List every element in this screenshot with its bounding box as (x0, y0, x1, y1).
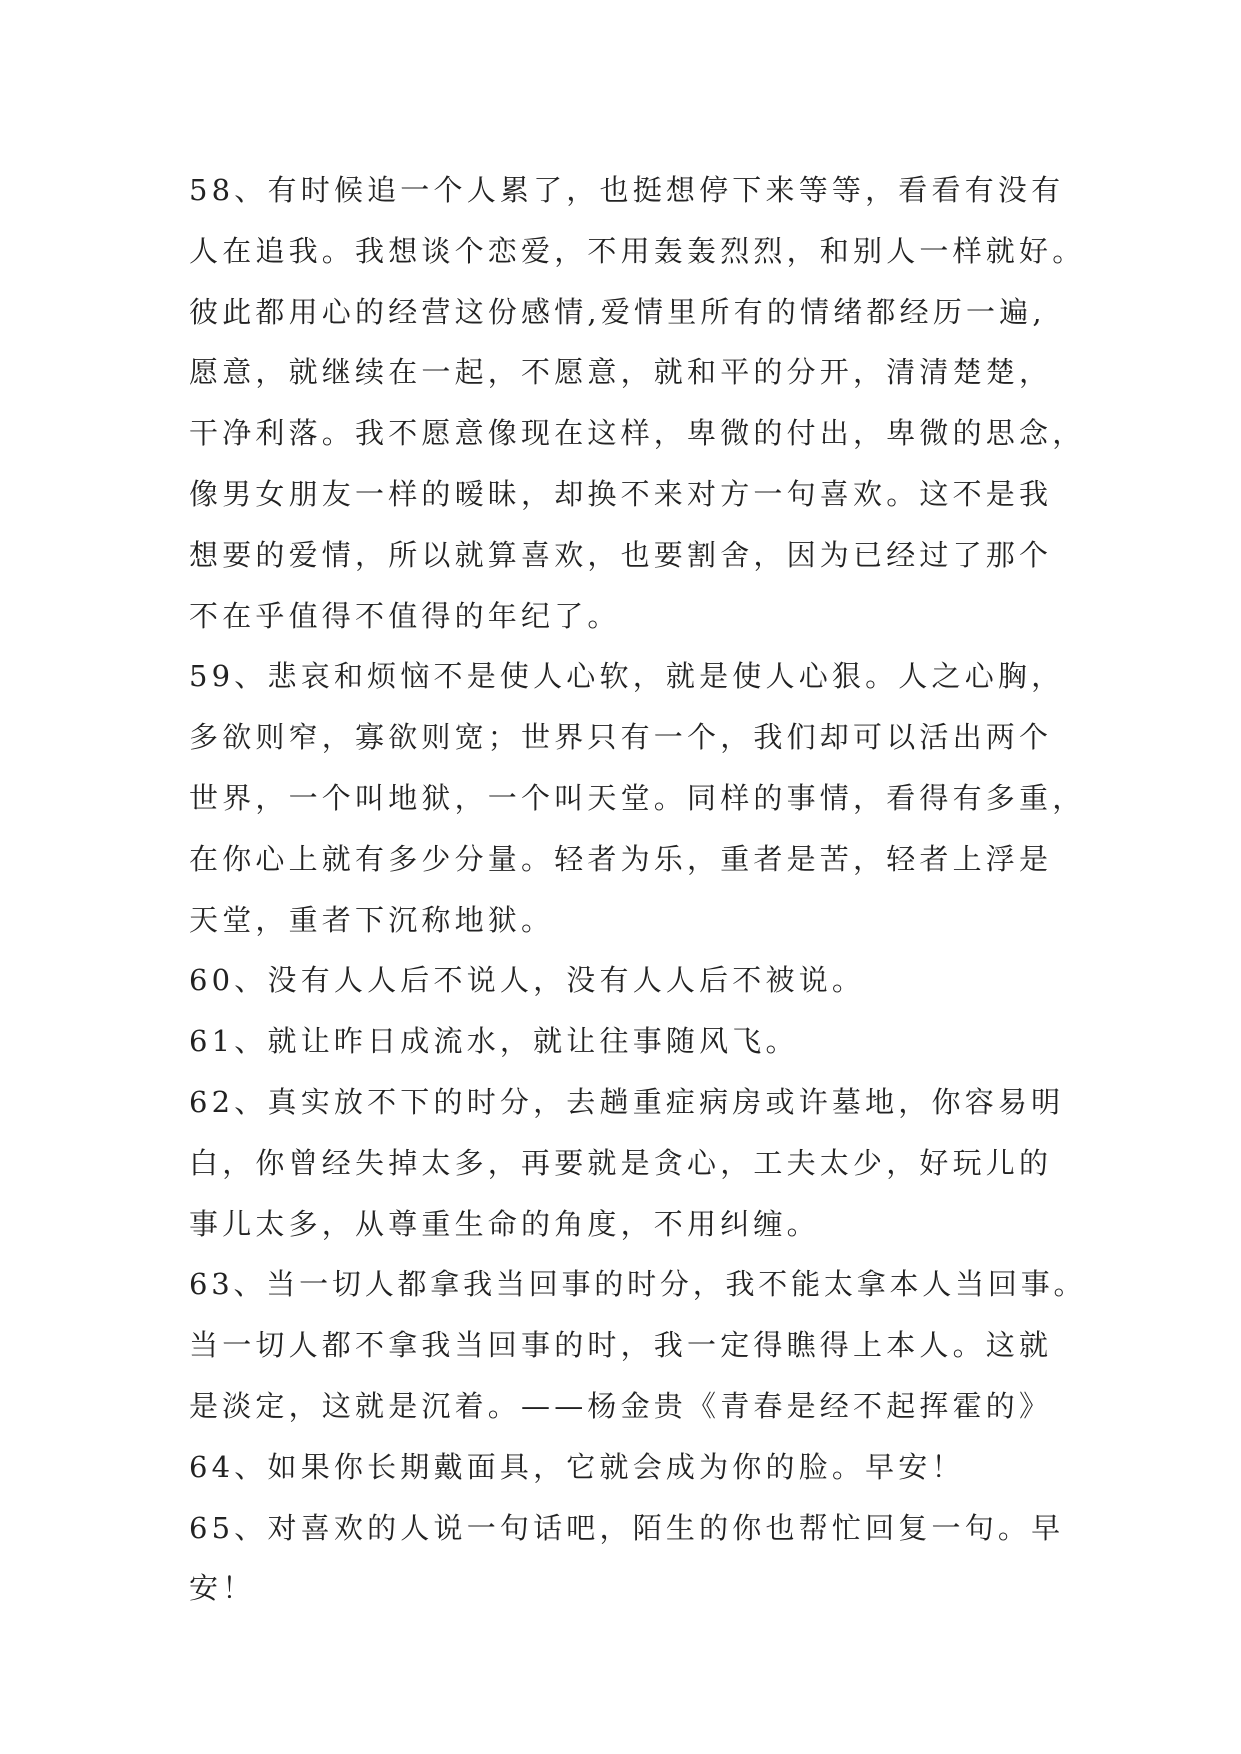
text-line-58-8: 不在乎值得不值得的年纪了。 (189, 598, 621, 633)
text-line-59-3: 世界，一个叫地狱，一个叫天堂。同样的事情，看得有多重， (189, 780, 1086, 815)
text-line-58-1: 58、有时候追一个人累了，也挺想停下来等等，看看有没有 (189, 173, 1065, 207)
text-line-58-6: 像男女朋友一样的暧昧，却换不来对方一句喜欢。这不是我 (189, 476, 1053, 511)
text-line-62-2: 白，你曾经失掉太多，再要就是贪心，工夫太少，好玩儿的 (189, 1145, 1053, 1180)
text-line-63-2: 当一切人都不拿我当回事的时，我一定得瞧得上本人。这就 (189, 1328, 1053, 1363)
text-line-61: 61、就让昨日成流水，就让往事随风飞。 (189, 1024, 799, 1059)
text-line-63-1: 63、当一切人都拿我当回事的时分，我不能太拿本人当回事。 (189, 1267, 1087, 1302)
text-line-65-1: 65、对喜欢的人说一句话吧，陌生的你也帮忙回复一句。早 (189, 1510, 1065, 1545)
text-line-58-4: 愿意，就继续在一起，不愿意，就和平的分开，清清楚楚， (189, 355, 1053, 390)
text-line-64: 64、如果你长期戴面具，它就会成为你的脸。早安！ (189, 1449, 965, 1484)
text-line-58-3: 彼此都用心的经营这份感情,爱情里所有的情绪都经历一遍, (189, 294, 1046, 329)
text-line-58-2: 人在追我。我想谈个恋爱，不用轰轰烈烈，和别人一样就好。 (189, 233, 1086, 268)
text-line-59-5: 天堂，重者下沉称地狱。 (189, 902, 555, 937)
text-line-58-7: 想要的爱情，所以就算喜欢，也要割舍，因为已经过了那个 (189, 537, 1053, 572)
document-body (189, 160, 1089, 1619)
text-line-65-2: 安！ (189, 1571, 256, 1606)
text-line-59-1: 59、悲哀和烦恼不是使人心软，就是使人心狠。人之心胸， (189, 659, 1065, 694)
text-line-59-4: 在你心上就有多少分量。轻者为乐，重者是苦，轻者上浮是 (189, 841, 1053, 876)
text-line-62-3: 事儿太多，从尊重生命的角度，不用纠缠。 (189, 1206, 820, 1241)
text-line-62-1: 62、真实放不下的时分，去趟重症病房或许墓地，你容易明 (189, 1084, 1065, 1119)
text-line-63-3: 是淡定，这就是沉着。——杨金贵《青春是经不起挥霍的》 (189, 1388, 1053, 1423)
text-line-59-2: 多欲则窄，寡欲则宽；世界只有一个，我们却可以活出两个 (189, 720, 1053, 755)
text-line-60: 60、没有人人后不说人，没有人人后不被说。 (189, 963, 866, 998)
text-line-58-5: 干净利落。我不愿意像现在这样，卑微的付出，卑微的思念， (189, 416, 1086, 451)
